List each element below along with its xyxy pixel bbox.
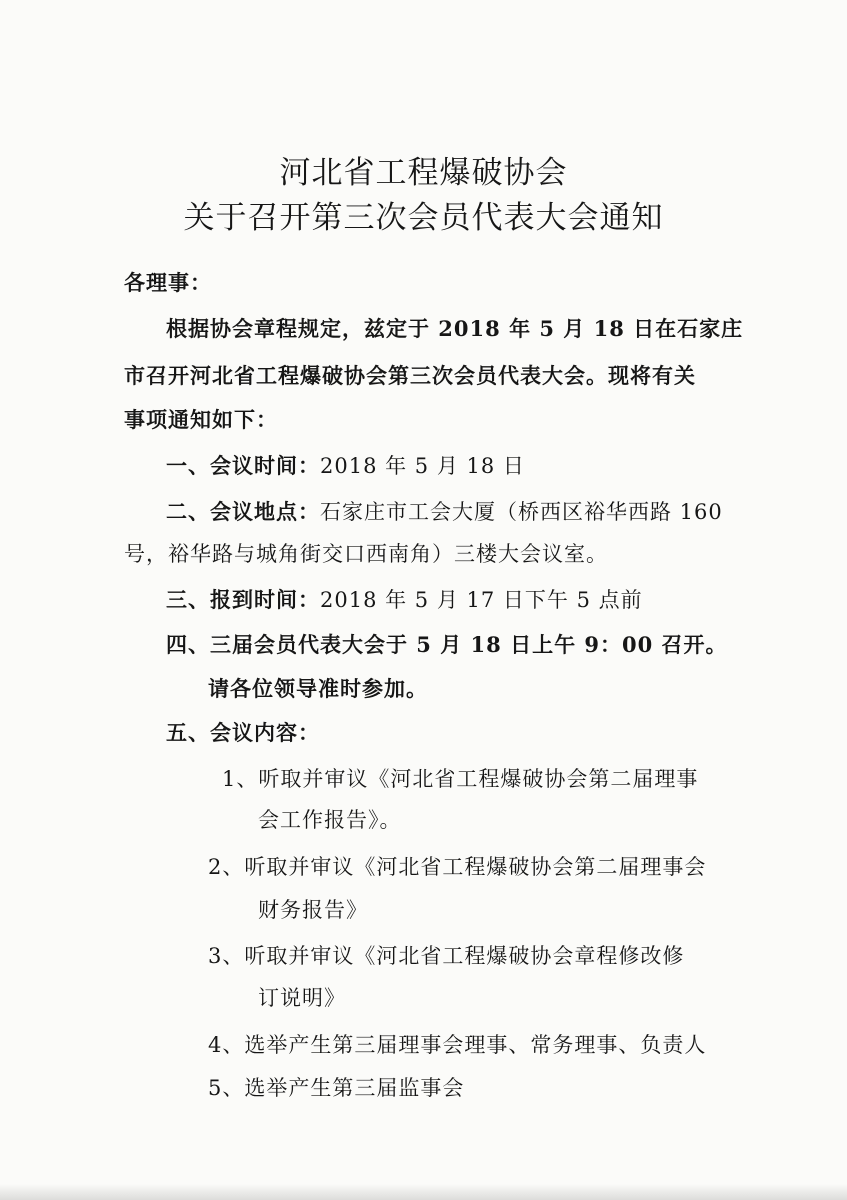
meeting-place-label: 二、会议地点： (166, 499, 320, 524)
intro-line-1: 根据协会章程规定，兹定于 2018 年 5 月 18 日在石家庄 (166, 316, 744, 341)
agenda-item-3-line-2: 订说明》 (258, 986, 346, 1010)
agenda-item-5: 5、选举产生第三届监事会 (208, 1076, 465, 1100)
checkin-time-row (166, 585, 643, 615)
meeting-start-line: 四、三届会员代表大会于 5 月 18 日上午 9：00 召开。 (166, 632, 728, 657)
attendance-request: 请各位领导准时参加。 (208, 676, 428, 701)
meeting-time-value: 2018 年 5 月 18 日 (320, 454, 525, 478)
checkin-time-label: 三、报到时间： (166, 587, 320, 612)
agenda-item-1-line-2: 会工作报告》。 (258, 808, 402, 832)
meeting-place-row (166, 497, 723, 527)
scan-bottom-edge (0, 1184, 847, 1200)
agenda-item-2-line-2: 财务报告》 (258, 898, 368, 922)
intro-line-2: 市召开河北省工程爆破协会第三次会员代表大会。现将有关 (124, 363, 696, 388)
checkin-time-value: 2018 年 5 月 17 日下午 5 点前 (320, 588, 643, 612)
intro-line-3: 事项通知如下： (124, 407, 278, 432)
agenda-item-3-line-1: 3、听取并审议《河北省工程爆破协会章程修改修 (208, 944, 685, 968)
agenda-item-2-line-1: 2、听取并审议《河北省工程爆破协会第二届理事会 (208, 855, 707, 879)
meeting-time-row (166, 451, 525, 481)
agenda-item-4: 4、选举产生第三届理事会理事、常务理事、负责人 (208, 1033, 707, 1057)
agenda-item-1-line-1: 1、听取并审议《河北省工程爆破协会第二届理事 (222, 767, 699, 791)
meeting-time-label: 一、会议时间： (166, 453, 320, 478)
title-line-2: 关于召开第三次会员代表大会通知 (183, 200, 664, 236)
meeting-place-continued: 号，裕华路与城角街交口西南角）三楼大会议室。 (124, 542, 608, 566)
meeting-content-label: 五、会议内容： (166, 720, 320, 745)
meeting-place-value: 石家庄市工会大厦（桥西区裕华西路 160 (320, 500, 723, 524)
title-line-1: 河北省工程爆破协会 (279, 155, 568, 191)
salutation: 各理事： (124, 270, 212, 295)
